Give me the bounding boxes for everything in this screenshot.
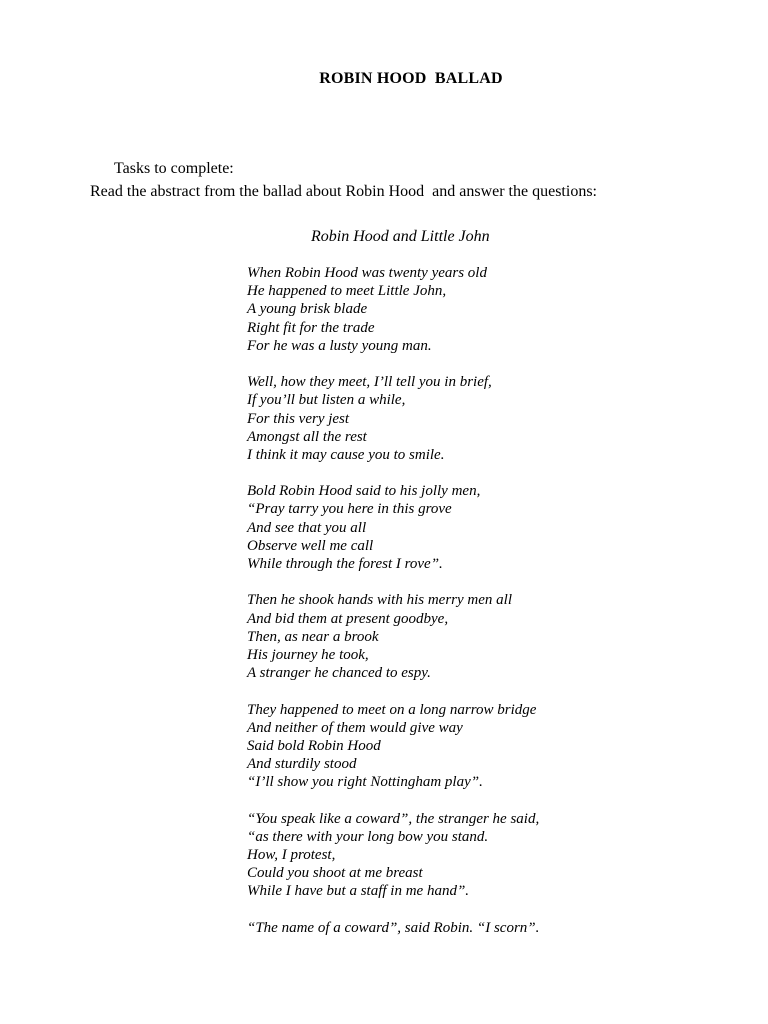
poem-line: I think it may cause you to smile.: [247, 446, 445, 463]
poem-line: They happened to meet on a long narrow bridge: [247, 701, 537, 718]
poem-title: Robin Hood and Little John: [311, 228, 490, 245]
poem-line: “as there with your long bow you stand.: [247, 828, 489, 845]
instructions-text: Read the abstract from the ballad about Robin Hood and answer the questions:: [90, 183, 597, 200]
poem-line: Said bold Robin Hood: [247, 737, 381, 754]
poem-stanza: [247, 482, 539, 573]
poem-line: He happened to meet Little John,: [247, 283, 447, 300]
document-title: ROBIN HOOD BALLAD: [319, 70, 503, 87]
poem-stanza: [247, 373, 539, 464]
poem-line: Could you shoot at me breast: [247, 865, 423, 882]
poem-body: [247, 264, 539, 955]
poem-line: “I’ll show you right Nottingham play”.: [247, 774, 483, 791]
poem-line: While through the forest I rove”.: [247, 556, 443, 572]
poem-line: While I have but a staff in me hand”.: [247, 883, 470, 900]
poem-stanza: [247, 810, 539, 901]
poem-line: How, I protest,: [247, 847, 336, 863]
poem-stanza: [247, 919, 539, 937]
poem-line: Observe well me call: [247, 537, 374, 554]
poem-line: “You speak like a coward”, the stranger he said,: [247, 810, 540, 827]
poem-line: When Robin Hood was twenty years old: [247, 265, 487, 281]
poem-stanza: [247, 264, 539, 355]
poem-line: Amongst all the rest: [247, 428, 367, 445]
poem-line: If you’ll but listen a while,: [247, 392, 406, 409]
poem-line: And see that you all: [247, 519, 367, 536]
poem-line: And sturdily stood: [247, 756, 357, 773]
poem-line: “The name of a coward”, said Robin. “I scorn”.: [247, 919, 540, 936]
poem-line: And neither of them would give way: [247, 719, 463, 736]
poem-line: “Pray tarry you here in this grove: [247, 501, 452, 518]
poem-line: A young brisk blade: [247, 301, 368, 318]
poem-line: His journey he took,: [247, 646, 369, 663]
poem-line: Bold Robin Hood said to his jolly men,: [247, 483, 481, 500]
tasks-heading: Tasks to complete:: [114, 160, 234, 177]
poem-line: Then, as near a brook: [247, 628, 379, 645]
poem-line: Then he shook hands with his merry men all: [247, 592, 512, 609]
poem-line: A stranger he chanced to espy.: [247, 665, 431, 682]
poem-line: Well, how they meet, I’ll tell you in brief,: [247, 374, 492, 391]
poem-stanza: [247, 701, 539, 792]
poem-line: For this very jest: [247, 410, 350, 427]
poem-stanza: [247, 591, 539, 682]
poem-line: Right fit for the trade: [247, 319, 375, 336]
poem-line: For he was a lusty young man.: [247, 337, 432, 354]
poem-line: And bid them at present goodbye,: [247, 610, 449, 627]
